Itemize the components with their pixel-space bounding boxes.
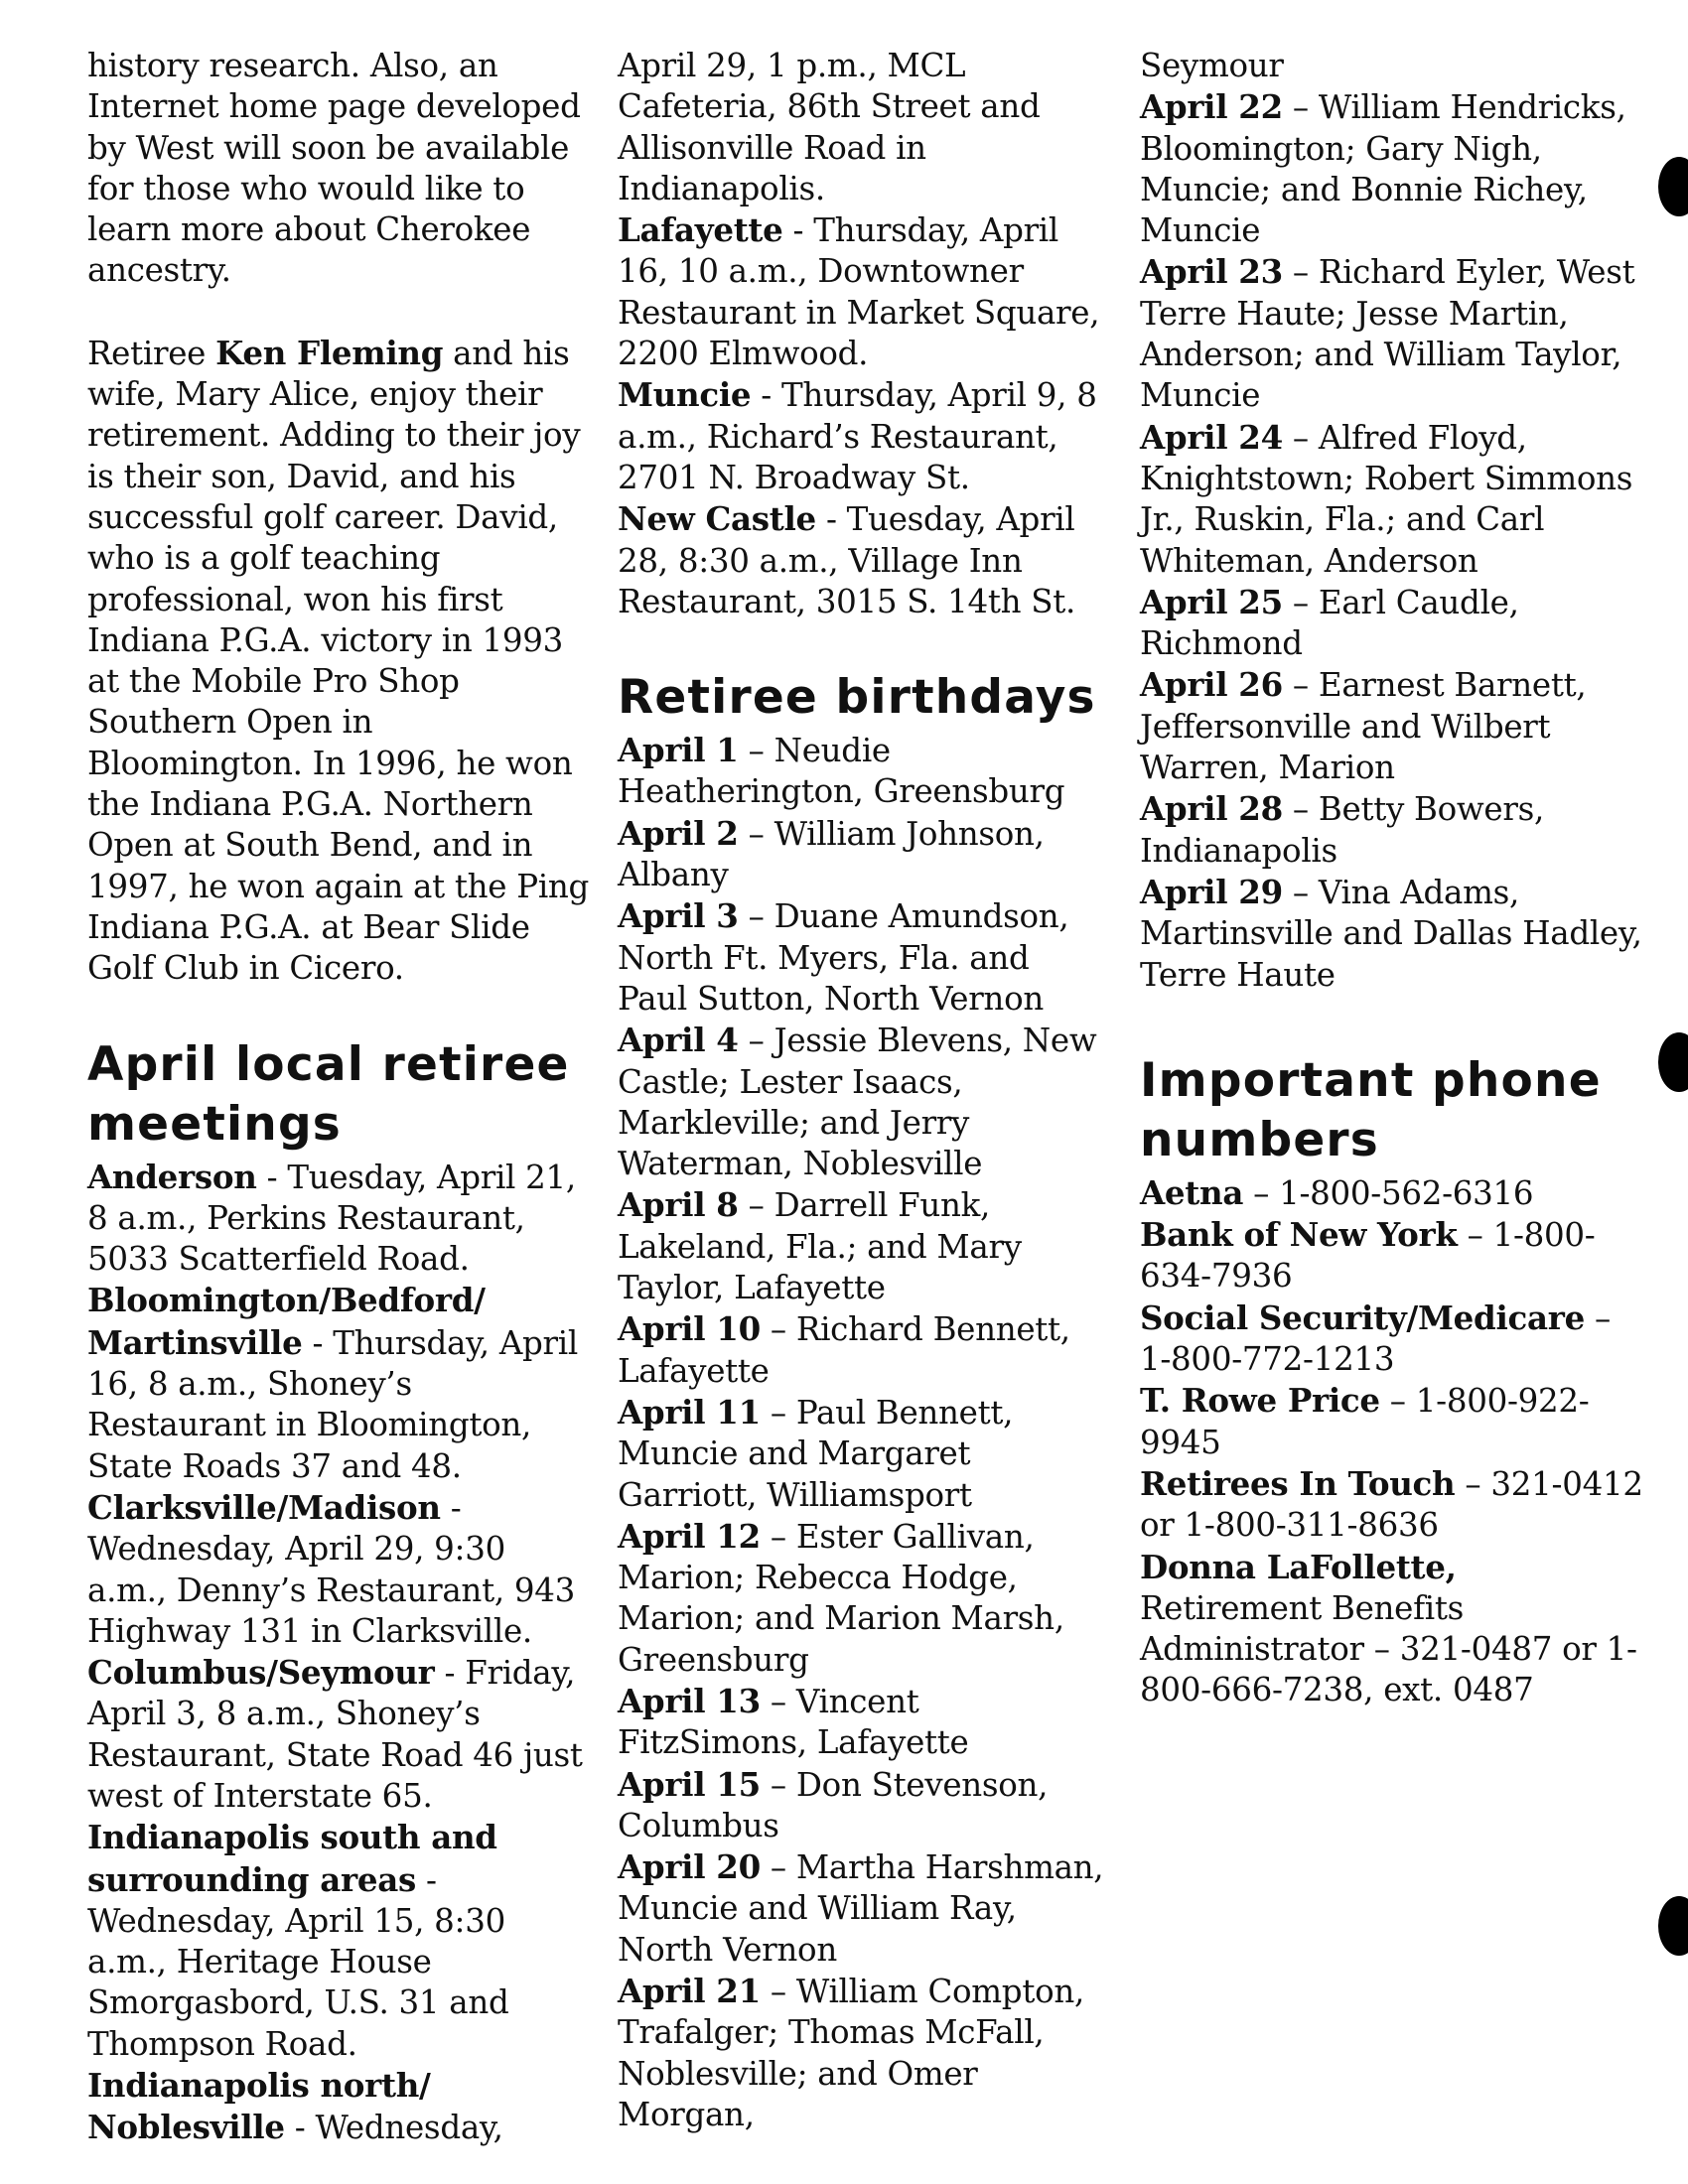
phone-label: Bank of New York [1140, 1215, 1458, 1255]
phone-number: 1-800-634-7936 [1140, 1216, 1596, 1296]
birthday-date: April 10 [618, 1309, 761, 1349]
birthday-entry [618, 1764, 1104, 1847]
column-right [1140, 46, 1646, 1711]
meeting-entry [618, 374, 1104, 498]
birthday-date: April 28 [1140, 789, 1283, 829]
meeting-entry [87, 2065, 594, 2149]
meeting-location: Muncie [618, 375, 752, 415]
meeting-location: Indianapolis north/ Noblesville [87, 2066, 431, 2147]
meeting-entry [87, 1157, 594, 1281]
birthday-entry [1140, 582, 1646, 665]
dash-separator: – [1282, 418, 1319, 457]
phone-label: Social Security/Medicare [1140, 1297, 1585, 1337]
phone-entry [1140, 1463, 1646, 1547]
dash-separator: – [1282, 666, 1319, 705]
birthday-date: April 2 [618, 813, 739, 853]
meeting-continued: April 29, 1 p.m., MCL Cafeteria, 86th Street and Allisonville Road in Indianapolis. [618, 47, 1041, 207]
birthday-date: April 13 [618, 1681, 761, 1720]
dash-separator: – [1282, 253, 1319, 292]
meeting-details: - Friday, April 3, 8 a.m., Shoney’s Restaurant, State Road 46 just west of Interstate 65. [87, 1654, 583, 1815]
birthday-names: Darrell Funk, Lakeland, Fla.; and Mary Taylor, Lafayette [618, 1186, 1022, 1307]
dash-separator: – [1455, 1464, 1491, 1503]
phone-entry [1140, 1297, 1646, 1381]
birthdays-list-middle [618, 730, 1104, 2135]
meeting-entry [618, 209, 1104, 374]
punch-hole [1658, 1032, 1688, 1092]
meeting-entry [87, 1817, 594, 2065]
birthday-entry [618, 730, 1104, 813]
meeting-details: - Wednesday, [284, 2109, 503, 2147]
birthday-names: Richard Eyler, West Terre Haute; Jesse Martin, Anderson; and William Taylor, Muncie [1140, 253, 1635, 415]
fleming-paragraph [87, 333, 594, 990]
birthday-date: April 15 [618, 1764, 761, 1804]
birthday-entry [1140, 417, 1646, 582]
dash-separator: – [760, 1848, 796, 1887]
birthday-names: Vina Adams, Martinsville and Dallas Hadley, Terre Haute [1140, 873, 1642, 994]
phone-list [1140, 1172, 1646, 1711]
birthday-date: April 26 [1140, 665, 1283, 705]
intro-paragraph: history research. Also, an Internet home page developed by West will soon be available for those who would like to learn more about Cherokee ancestry. [87, 47, 581, 290]
birthday-names: Jessie Blevens, New Castle; Lester Isaacs, Markleville; and Jerry Waterman, Noblesville [618, 1022, 1097, 1183]
meeting-entry [87, 1280, 594, 1486]
birthday-date: April 25 [1140, 582, 1283, 621]
birthday-names: Earl Caudle, Richmond [1140, 583, 1519, 663]
dash-separator: – [1457, 1216, 1493, 1255]
birthday-date: April 12 [618, 1516, 761, 1556]
dash-separator: – [738, 732, 774, 770]
birthday-names: Vincent FitzSimons, Lafayette [618, 1682, 969, 1762]
birthday-entry [618, 895, 1104, 1020]
birthday-names: Duane Amundson, North Ft. Myers, Fla. and Paul Sutton, North Vernon [618, 897, 1069, 1018]
dash-separator: – [1282, 873, 1319, 911]
birthdays-list-right [1140, 86, 1646, 996]
column-middle [618, 46, 1104, 2135]
dash-separator: – [1363, 1630, 1400, 1669]
birthday-entry [618, 1308, 1104, 1392]
column-left [87, 46, 594, 2149]
meeting-details: - Tuesday, April 21, 8 a.m., Perkins Restaurant, 5033 Scatterfield Road. [87, 1158, 576, 1279]
birthday-date: April 21 [618, 1972, 761, 2011]
birthday-entry [1140, 86, 1646, 251]
dash-separator: – [1379, 1382, 1416, 1421]
birthday-date: April 20 [618, 1847, 761, 1887]
dash-separator: – [760, 1765, 796, 1804]
meeting-location: Clarksville/Madison [87, 1487, 441, 1527]
birthday-names: William Johnson, Albany [618, 814, 1045, 894]
fleming-body: and his wife, Mary Alice, enjoy their retirement. Adding to their joy is their son, David, and his successful golf career. David, who is a golf teaching professional, won his first Indiana P.G.A. victory in 1993 at the Mobile Pro Shop Southern Open in Bloomington. In 1996, he won the Indiana P.G.A. Northern Open at South Bend, and in 1997, he won again at the Ping Indiana P.G.A. at Bear Slide Golf Club in Cicero. [87, 334, 590, 988]
dash-separator: – [760, 1517, 796, 1556]
meeting-location: Lafayette [618, 210, 783, 250]
meetings-heading: April local retiree meetings [87, 1036, 570, 1152]
phone-number: 1-800-772-1213 [1140, 1340, 1395, 1379]
birthday-date: April 3 [618, 896, 739, 936]
birthday-entry [618, 813, 1104, 896]
birthday-continued: Seymour [1140, 47, 1284, 84]
birthday-entry [1140, 664, 1646, 788]
meeting-location: Indianapolis south and surrounding areas [87, 1818, 497, 1899]
birthday-date: April 11 [618, 1392, 761, 1432]
birthday-names: Martha Harshman, Muncie and William Ray, North Vernon [618, 1848, 1104, 1969]
phone-label-rest: Retirement Benefits Administrator [1140, 1588, 1465, 1669]
phone-entry [1140, 1172, 1646, 1214]
birthday-date: April 29 [1140, 872, 1283, 911]
punch-hole [1658, 157, 1688, 216]
dash-separator: – [760, 1393, 796, 1432]
meetings-list-left [87, 1157, 594, 2149]
birthday-names: Don Stevenson, Columbus [618, 1765, 1049, 1844]
phone-label: Aetna [1140, 1172, 1244, 1212]
birthday-entry [1140, 872, 1646, 996]
dash-separator: – [1282, 88, 1319, 127]
birthday-names: Betty Bowers, Indianapolis [1140, 790, 1544, 870]
phone-label: Donna LaFollette, [1140, 1547, 1457, 1586]
meeting-details: - Thursday, April 9, 8 a.m., Richard’s Restaurant, 2701 N. Broadway St. [618, 376, 1097, 496]
meeting-location: Anderson [87, 1157, 257, 1196]
meeting-details: - Thursday, April 16, 10 a.m., Downtowner Restaurant in Market Square, 2200 Elmwood. [618, 211, 1100, 373]
dash-separator: – [760, 1682, 796, 1720]
meeting-details: - Thursday, April 16, 8 a.m., Shoney’s Restaurant in Bloomington, State Roads 37 and 48. [87, 1323, 578, 1485]
birthdays-heading: Retiree birthdays [618, 670, 1096, 726]
birthday-entry [618, 1392, 1104, 1516]
birthday-date: April 8 [618, 1185, 739, 1225]
meeting-location: Columbus/Seymour [87, 1653, 435, 1693]
phone-entry [1140, 1214, 1646, 1297]
birthday-entry [618, 1681, 1104, 1764]
fleming-prefix: Retiree [87, 334, 216, 372]
punch-hole [1658, 1896, 1688, 1956]
birthday-names: William Compton, Trafalger; Thomas McFall, Noblesville; and Omer Morgan, [618, 1973, 1085, 2133]
meeting-details: - Wednesday, April 15, 8:30 a.m., Heritage House Smorgasbord, U.S. 31 and Thompson Road. [87, 1860, 509, 2063]
dash-separator: – [1243, 1173, 1280, 1212]
dash-separator: – [738, 814, 774, 853]
meeting-entry [87, 1487, 594, 1652]
birthday-names: Ester Gallivan, Marion; Rebecca Hodge, Marion; and Marion Marsh, Greensburg [618, 1517, 1064, 1679]
birthday-names: Neudie Heatherington, Greensburg [618, 732, 1065, 811]
phone-number: 1-800-922-9945 [1140, 1382, 1590, 1461]
meeting-details: - Wednesday, April 29, 9:30 a.m., Denny’s Restaurant, 943 Highway 131 in Clarksville. [87, 1488, 576, 1650]
birthday-entry [1140, 251, 1646, 416]
dash-separator: – [760, 1973, 796, 2011]
birthday-date: April 4 [618, 1021, 739, 1060]
birthday-names: William Hendricks, Bloomington; Gary Nigh, Muncie; and Bonnie Richey, Muncie [1140, 88, 1626, 250]
phone-label: T. Rowe Price [1140, 1381, 1380, 1421]
meetings-list-middle [618, 209, 1104, 622]
birthday-names: Earnest Barnett, Jeffersonville and Wilbert Warren, Marion [1140, 666, 1587, 787]
birthday-entry [618, 1184, 1104, 1308]
meeting-location: New Castle [618, 499, 816, 539]
birthday-date: April 23 [1140, 252, 1283, 292]
dash-separator: – [1584, 1298, 1611, 1337]
fleming-name: Ken Fleming [215, 333, 444, 372]
birthday-names: Richard Bennett, Lafayette [618, 1310, 1070, 1390]
dash-separator: – [760, 1310, 796, 1349]
birthday-entry [618, 1971, 1104, 2135]
dash-separator: – [1282, 583, 1319, 621]
meeting-entry [87, 1652, 594, 1817]
dash-separator: – [738, 1022, 774, 1060]
birthday-names: Alfred Floyd, Knightstown; Robert Simmons Jr., Ruskin, Fla.; and Carl Whiteman, Anderson [1140, 418, 1633, 580]
birthday-date: April 24 [1140, 417, 1283, 457]
birthday-date: April 22 [1140, 87, 1283, 127]
phone-number: 321-0487 or 1-800-666-7238, ext. 0487 [1140, 1630, 1637, 1709]
birthday-date: April 1 [618, 731, 739, 770]
phones-heading: Important phone numbers [1140, 1052, 1602, 1167]
birthday-entry [1140, 788, 1646, 872]
birthday-entry [618, 1846, 1104, 1971]
phone-number: 321-0412 or 1-800-311-8636 [1140, 1464, 1643, 1545]
dash-separator: – [738, 897, 774, 936]
phone-label: Retirees In Touch [1140, 1463, 1456, 1503]
birthday-entry [618, 1516, 1104, 1681]
phone-entry [1140, 1547, 1646, 1711]
phone-entry [1140, 1380, 1646, 1463]
birthday-names: Paul Bennett, Muncie and Margaret Garriott, Williamsport [618, 1393, 1014, 1514]
meeting-location: Bloomington/Bedford/ Martinsville [87, 1281, 486, 1362]
phone-number: 1-800-562-6316 [1279, 1173, 1534, 1212]
dash-separator: – [1282, 790, 1319, 829]
dash-separator: – [738, 1186, 774, 1225]
meeting-entry [618, 498, 1104, 622]
meeting-details: - Tuesday, April 28, 8:30 a.m., Village Inn Restaurant, 3015 S. 14th St. [618, 500, 1076, 620]
birthday-entry [618, 1020, 1104, 1184]
